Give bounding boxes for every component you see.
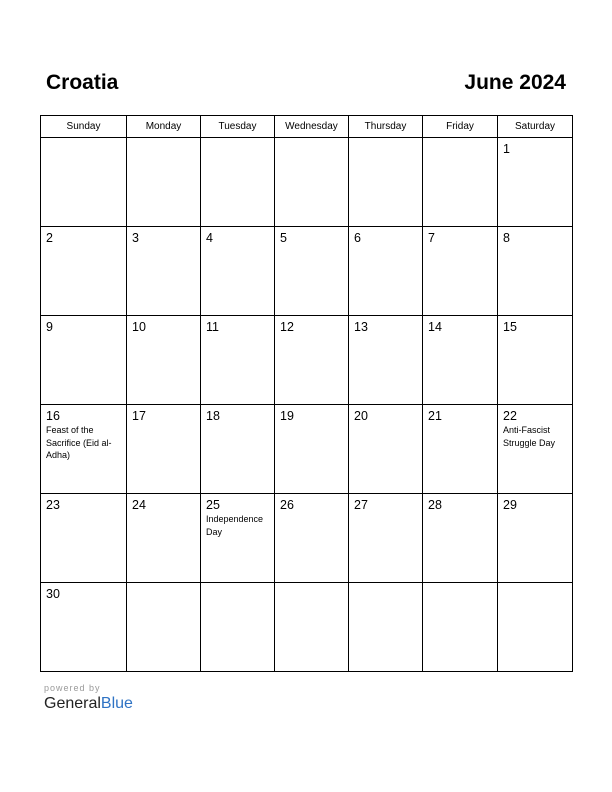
day-cell — [423, 405, 498, 494]
holiday-label — [201, 334, 274, 335]
day-cell — [349, 138, 423, 227]
holiday-label — [349, 587, 422, 588]
weekday-header-row — [41, 116, 573, 138]
holiday-label — [498, 334, 572, 335]
holiday-label — [127, 245, 200, 246]
holiday-label — [41, 245, 126, 246]
calendar-week-row — [41, 138, 573, 227]
day-number: 13 — [354, 320, 368, 334]
day-number: 27 — [354, 498, 368, 512]
holiday-label — [41, 142, 126, 143]
day-cell — [275, 405, 349, 494]
holiday-label — [423, 334, 497, 335]
weekday-header: Wednesday — [275, 116, 349, 138]
holiday-label — [498, 156, 572, 157]
holiday-label — [349, 142, 422, 143]
holiday-label — [423, 142, 497, 143]
day-cell — [275, 138, 349, 227]
weekday-header: Friday — [423, 116, 498, 138]
day-number: 24 — [132, 498, 146, 512]
day-cell — [41, 494, 127, 583]
holiday-label — [201, 587, 274, 588]
day-number: 17 — [132, 409, 146, 423]
day-cell — [275, 494, 349, 583]
calendar-month-title: June 2024 — [464, 71, 566, 94]
holiday-label — [41, 601, 126, 602]
day-cell — [498, 583, 573, 672]
holiday-label: Independence Day — [206, 514, 264, 537]
calendar-grid — [40, 115, 573, 672]
day-cell — [127, 316, 201, 405]
holiday-label — [275, 587, 348, 588]
day-number: 18 — [206, 409, 220, 423]
day-cell — [41, 583, 127, 672]
weekday-header: Thursday — [349, 116, 423, 138]
day-cell — [423, 316, 498, 405]
day-number: 21 — [428, 409, 442, 423]
weekday-header: Sunday — [41, 116, 127, 138]
day-cell — [41, 227, 127, 316]
day-cell — [349, 227, 423, 316]
day-number: 11 — [206, 320, 219, 334]
day-cell — [127, 227, 201, 316]
calendar-week-row — [41, 227, 573, 316]
day-cell — [127, 405, 201, 494]
day-cell — [201, 405, 275, 494]
day-cell — [201, 227, 275, 316]
holiday-label — [127, 512, 200, 513]
day-number: 22 — [503, 409, 517, 423]
holiday-label — [349, 334, 422, 335]
footer-branding — [44, 683, 133, 713]
holiday-label — [41, 512, 126, 513]
calendar-week-row — [41, 583, 573, 672]
day-number: 6 — [354, 231, 361, 245]
day-cell — [349, 494, 423, 583]
day-cell — [423, 583, 498, 672]
brand-logo — [44, 695, 133, 713]
day-cell — [201, 316, 275, 405]
day-cell — [498, 316, 573, 405]
day-number: 10 — [132, 320, 146, 334]
day-number: 7 — [428, 231, 435, 245]
holiday-label — [423, 512, 497, 513]
day-number: 29 — [503, 498, 517, 512]
day-number: 9 — [46, 320, 53, 334]
day-cell — [498, 227, 573, 316]
calendar-week-row — [41, 405, 573, 494]
day-cell — [275, 227, 349, 316]
holiday-label: Anti-Fascist Struggle Day — [503, 425, 556, 448]
holiday-label — [41, 334, 126, 335]
holiday-label — [275, 512, 348, 513]
day-number: 26 — [280, 498, 294, 512]
day-cell — [41, 405, 127, 494]
holiday-label — [349, 245, 422, 246]
day-number: 23 — [46, 498, 60, 512]
holiday-label — [275, 423, 348, 424]
holiday-label — [349, 512, 422, 513]
day-number: 30 — [46, 587, 60, 601]
holiday-label — [127, 334, 200, 335]
holiday-label — [201, 142, 274, 143]
day-number: 4 — [206, 231, 213, 245]
brand-general-text: General — [44, 695, 101, 712]
day-number: 2 — [46, 231, 53, 245]
weekday-header: Saturday — [498, 116, 573, 138]
day-cell — [349, 405, 423, 494]
powered-by-text: powered by — [44, 683, 101, 693]
holiday-label — [201, 245, 274, 246]
holiday-label: Feast of the Sacrifice (Eid al-Adha) — [46, 425, 112, 460]
day-cell — [127, 583, 201, 672]
holiday-label — [275, 142, 348, 143]
day-number: 16 — [46, 409, 60, 423]
day-cell — [498, 138, 573, 227]
holiday-label — [498, 512, 572, 513]
holiday-label — [127, 142, 200, 143]
day-number: 28 — [428, 498, 442, 512]
day-cell — [349, 583, 423, 672]
holiday-label — [498, 245, 572, 246]
day-cell — [127, 138, 201, 227]
holiday-label — [127, 423, 200, 424]
day-number: 19 — [280, 409, 294, 423]
day-cell — [498, 494, 573, 583]
day-cell — [423, 138, 498, 227]
day-cell — [201, 494, 275, 583]
holiday-label — [423, 245, 497, 246]
day-cell — [41, 316, 127, 405]
day-cell — [349, 316, 423, 405]
holiday-label — [498, 587, 572, 588]
day-number: 14 — [428, 320, 442, 334]
calendar-week-row — [41, 494, 573, 583]
weekday-header: Monday — [127, 116, 201, 138]
day-number: 5 — [280, 231, 287, 245]
day-cell — [201, 583, 275, 672]
day-cell — [423, 227, 498, 316]
calendar-country-title: Croatia — [46, 71, 119, 94]
holiday-label — [275, 245, 348, 246]
day-number: 15 — [503, 320, 517, 334]
day-cell — [275, 583, 349, 672]
day-cell — [498, 405, 573, 494]
day-cell — [127, 494, 201, 583]
day-number: 20 — [354, 409, 368, 423]
day-cell — [423, 494, 498, 583]
day-cell — [201, 138, 275, 227]
holiday-label — [349, 423, 422, 424]
holiday-label — [423, 587, 497, 588]
holiday-label — [423, 423, 497, 424]
day-number: 8 — [503, 231, 510, 245]
day-number: 12 — [280, 320, 294, 334]
holiday-label — [127, 587, 200, 588]
day-cell — [275, 316, 349, 405]
day-cell — [41, 138, 127, 227]
weekday-header: Tuesday — [201, 116, 275, 138]
brand-blue-text: Blue — [100, 695, 133, 712]
day-number: 25 — [206, 498, 220, 512]
calendar-week-row — [41, 316, 573, 405]
holiday-label — [201, 423, 274, 424]
day-number: 3 — [132, 231, 139, 245]
holiday-label — [275, 334, 348, 335]
day-number: 1 — [503, 142, 510, 156]
